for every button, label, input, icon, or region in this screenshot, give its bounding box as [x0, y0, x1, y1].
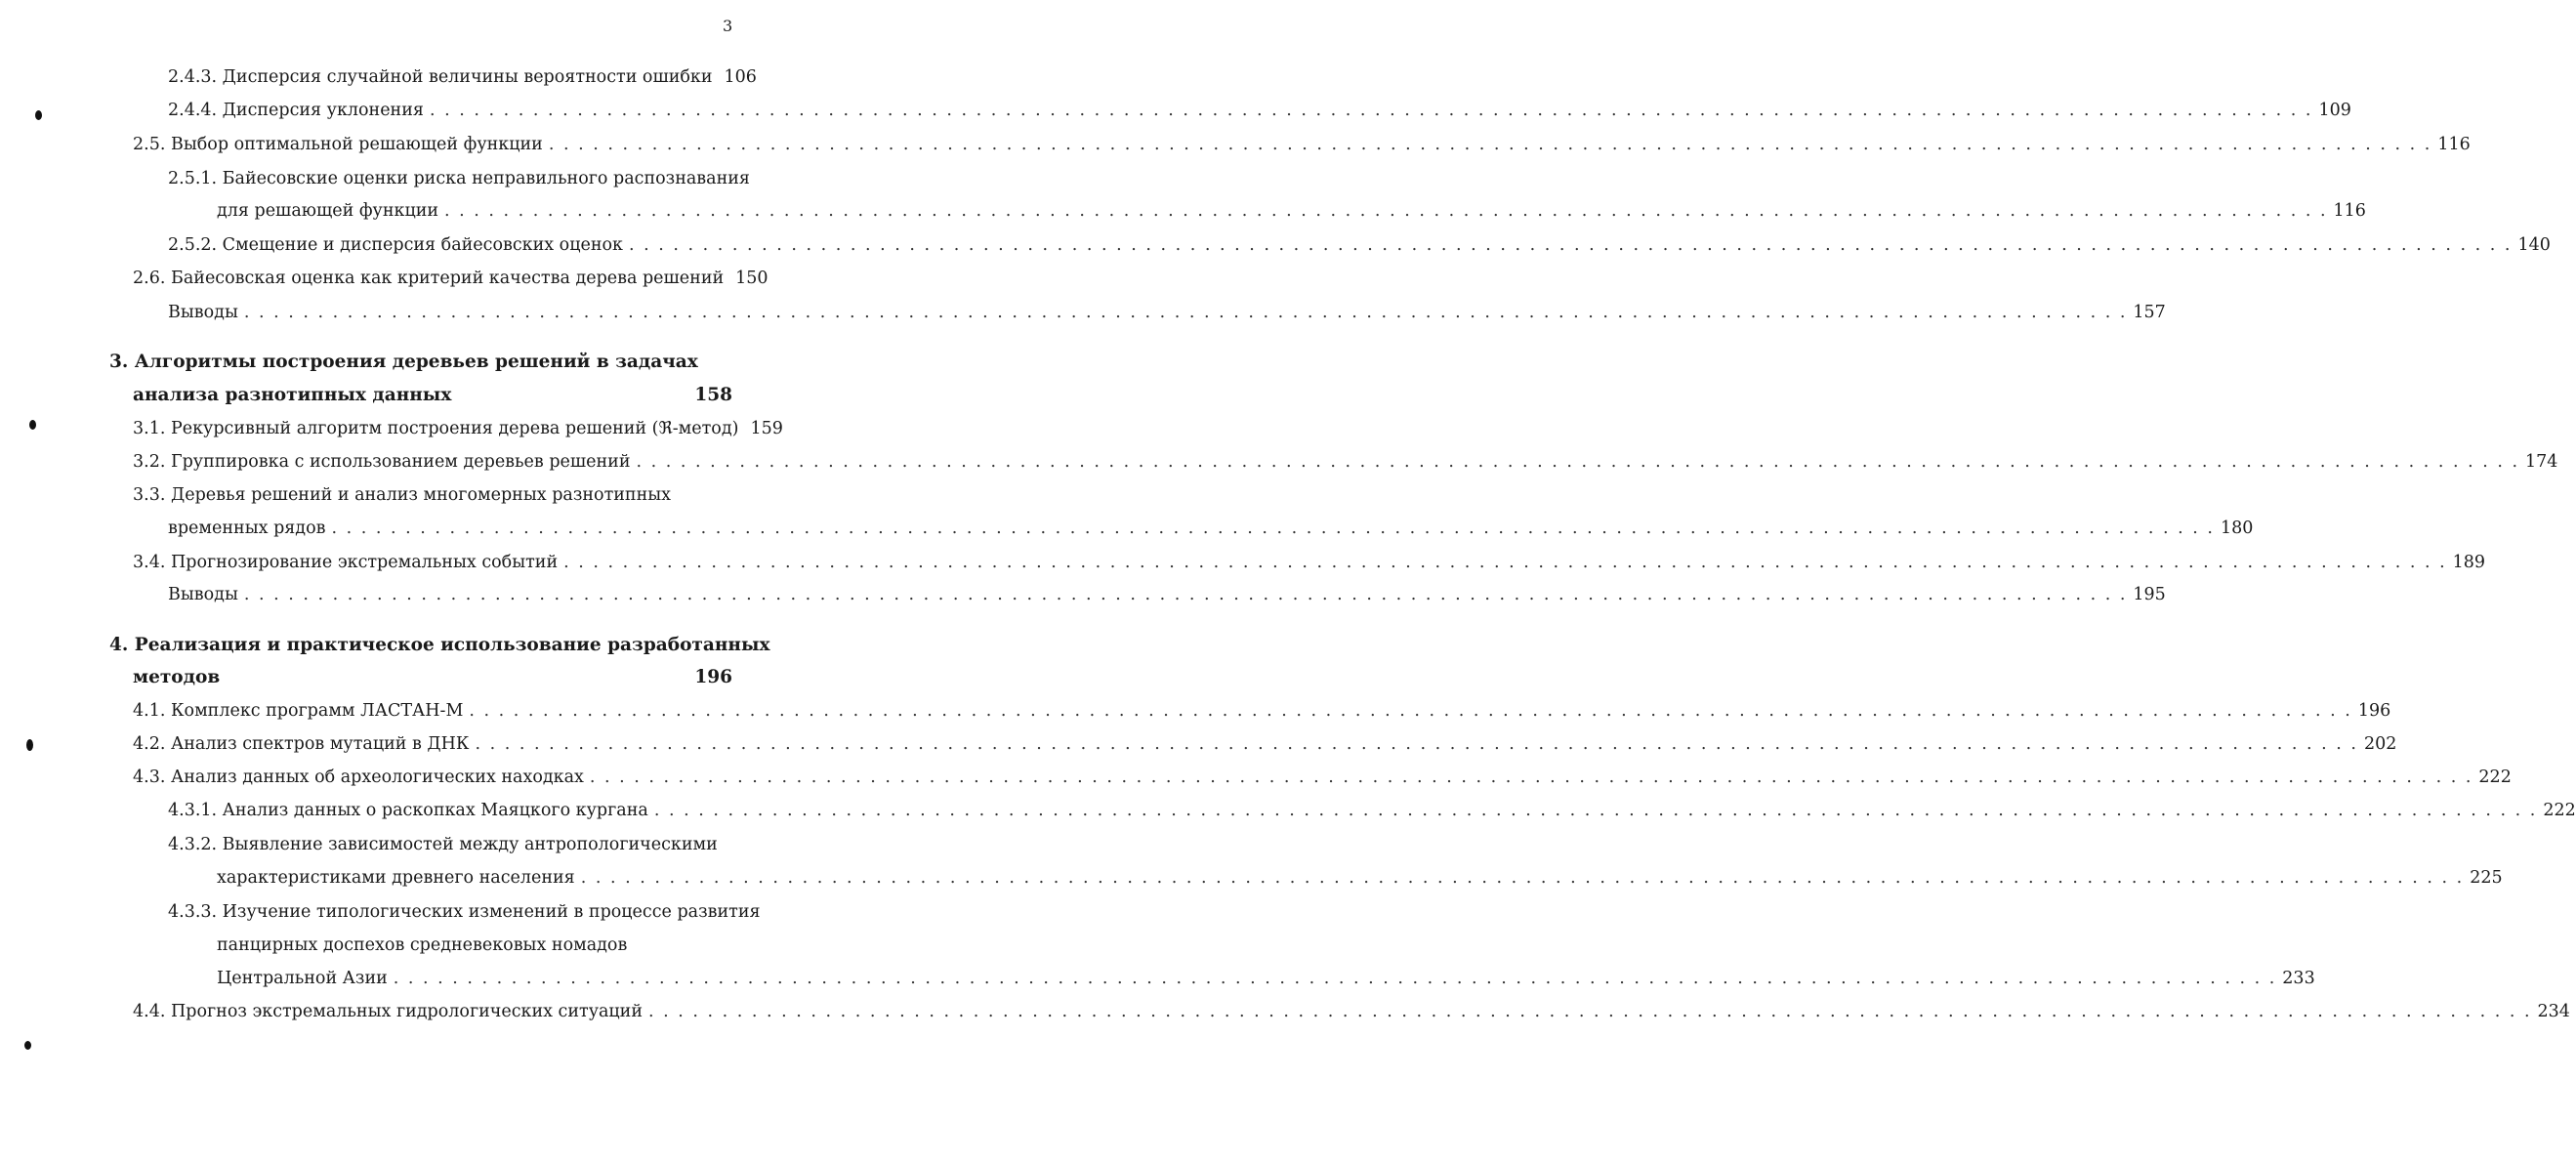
- entry-title: Комплекс программ ЛАСТАН-М: [170, 701, 464, 721]
- entry-title: Дисперсия случайной величины вероятности ошибки: [222, 67, 713, 87]
- entry-page: 159: [750, 419, 783, 438]
- entry-page: 225: [2470, 868, 2503, 888]
- entry-page: 202: [2363, 734, 2397, 754]
- entry-page: 234: [2537, 1002, 2570, 1021]
- entry-title: Анализ данных об археологических находках: [170, 768, 584, 787]
- page-number: 3: [723, 17, 733, 35]
- chapter-title-line1: Реализация и практическое использование разработанных: [134, 635, 770, 655]
- entry-page: 233: [2282, 969, 2315, 988]
- chapter-number: 4.: [109, 635, 129, 655]
- entry-number: 2.5.2.: [168, 235, 218, 255]
- binding-mark: [35, 110, 42, 120]
- dot-leader: [629, 234, 2513, 256]
- entry-page: 195: [2133, 585, 2166, 604]
- toc-entry-2-5: [133, 134, 2471, 155]
- entry-page: 222: [2543, 801, 2576, 820]
- toc-entry-2-5-1-line1: [168, 168, 750, 189]
- toc-entry-2-5-1: [217, 200, 2366, 222]
- entry-page: 180: [2220, 519, 2254, 538]
- toc-entry-4-1: [133, 700, 2391, 722]
- entry-number: 3.2.: [133, 452, 166, 472]
- dot-leader: [394, 968, 2277, 989]
- entry-title: Прогнозирование экстремальных событий: [170, 553, 559, 572]
- entry-number: 2.5.: [133, 135, 166, 154]
- toc-entry-3-4: [133, 552, 2486, 573]
- entry-page: 150: [735, 269, 769, 288]
- toc-entry-4-4: [133, 1001, 2570, 1022]
- entry-number: 4.4.: [133, 1002, 166, 1021]
- entry-page: 116: [2333, 201, 2366, 221]
- toc-entry-4-3-3-line1: [168, 901, 761, 923]
- binding-mark: [24, 1041, 31, 1050]
- chapter-title-line1: Алгоритмы построения деревьев решений в задачах: [134, 352, 698, 372]
- entry-number: 4.3.1.: [168, 801, 218, 820]
- toc-entry-conclusions-2: [168, 302, 2166, 323]
- toc-entry-conclusions-3: [168, 584, 2166, 605]
- entry-title-line1: Байесовские оценки риска неправильного распознавания: [222, 169, 750, 188]
- toc-entry-3-3: [168, 518, 2254, 539]
- dot-leader: [648, 1001, 2532, 1022]
- chapter-4: [133, 667, 732, 688]
- dot-leader: [475, 733, 2358, 755]
- entry-title: Группировка с использованием деревьев решений: [170, 452, 631, 472]
- toc-entry-2-6: [133, 268, 769, 289]
- entry-page: 109: [2318, 101, 2351, 120]
- entry-page: 222: [2478, 768, 2512, 787]
- toc-entry-4-3-2: [217, 867, 2503, 889]
- toc-entry-3-2: [133, 451, 2558, 473]
- binding-mark: [26, 739, 33, 751]
- entry-title-line2: временных рядов: [168, 519, 326, 538]
- entry-title: Выводы: [168, 303, 238, 322]
- dot-leader: [581, 867, 2465, 889]
- entry-number: 4.1.: [133, 701, 166, 721]
- entry-title-line3: Центральной Азии: [217, 969, 388, 988]
- entry-title: Дисперсия уклонения: [222, 101, 424, 120]
- dot-leader: [244, 584, 2128, 605]
- entry-page: 189: [2452, 553, 2486, 572]
- chapter-title-line2: методов: [133, 667, 221, 687]
- toc-entry-4-3-1: [168, 800, 2576, 821]
- toc-entry-4-3: [133, 767, 2512, 788]
- chapter-number: 3.: [109, 352, 129, 372]
- toc-entry-4-3-3-line2: [217, 934, 627, 956]
- entry-title: Анализ спектров мутаций в ДНК: [170, 734, 470, 754]
- entry-number: 2.5.1.: [168, 169, 218, 188]
- entry-number: 2.4.3.: [168, 67, 218, 87]
- binding-mark: [29, 420, 36, 430]
- chapter-page: 158: [694, 385, 732, 405]
- toc-entry-3-3-line1: [133, 484, 671, 506]
- dot-leader: [549, 134, 2432, 155]
- dot-leader: [654, 800, 2538, 821]
- entry-page: 157: [2133, 303, 2166, 322]
- entry-number: 4.2.: [133, 734, 166, 754]
- entry-title-line2: панцирных доспехов средневековых номадов: [217, 935, 628, 955]
- entry-title-line2: для решающей функции: [217, 201, 439, 221]
- dot-leader: [430, 100, 2313, 121]
- dot-leader: [244, 302, 2128, 323]
- dot-leader: [590, 767, 2473, 788]
- entry-number: 3.3.: [133, 485, 166, 505]
- entry-title-line1: Выявление зависимостей между антропологическими: [222, 835, 718, 854]
- chapter-3: [133, 385, 732, 406]
- entry-page: 116: [2437, 135, 2471, 154]
- entry-title-line1: Изучение типологических изменений в процессе развития: [222, 902, 761, 922]
- toc-entry-4-2: [133, 733, 2397, 755]
- chapter-3-line1: [109, 352, 698, 373]
- entry-number: 2.4.4.: [168, 101, 218, 120]
- toc-entry-2-4-4: [168, 100, 2351, 121]
- dot-leader: [637, 451, 2520, 473]
- toc-entry-3-1: [133, 418, 783, 439]
- entry-title: Анализ данных о раскопках Маяцкого кургана: [222, 801, 648, 820]
- toc-entry-2-4-3: [168, 66, 757, 88]
- entry-title: Рекурсивный алгоритм построения дерева решений (ℜ-метод): [170, 419, 739, 438]
- chapter-4-line1: [109, 635, 770, 656]
- chapter-page: 196: [694, 667, 732, 687]
- entry-title: Байесовская оценка как критерий качества дерева решений: [170, 269, 725, 288]
- entry-page: 106: [724, 67, 757, 87]
- entry-title-line2: характеристиками древнего населения: [217, 868, 575, 888]
- entry-title: Смещение и дисперсия байесовских оценок: [222, 235, 623, 255]
- chapter-title-line2: анализа разнотипных данных: [133, 385, 452, 405]
- dot-leader: [563, 552, 2447, 573]
- entry-page: 140: [2517, 235, 2551, 255]
- entry-page: 174: [2525, 452, 2558, 472]
- entry-number: 3.1.: [133, 419, 166, 438]
- entry-title: Прогноз экстремальных гидрологических ситуаций: [170, 1002, 644, 1021]
- entry-title: Выбор оптимальной решающей функции: [170, 135, 543, 154]
- toc-entry-4-3-3: [217, 968, 2315, 989]
- toc-entry-2-5-2: [168, 234, 2551, 256]
- entry-title-line1: Деревья решений и анализ многомерных разнотипных: [170, 485, 672, 505]
- entry-title: Выводы: [168, 585, 238, 604]
- entry-number: 2.6.: [133, 269, 166, 288]
- entry-number: 3.4.: [133, 553, 166, 572]
- entry-number: 4.3.2.: [168, 835, 218, 854]
- toc-entry-4-3-2-line1: [168, 834, 718, 855]
- entry-number: 4.3.: [133, 768, 166, 787]
- dot-leader: [444, 200, 2328, 222]
- dot-leader: [469, 700, 2352, 722]
- entry-number: 4.3.3.: [168, 902, 218, 922]
- entry-page: 196: [2357, 701, 2391, 721]
- dot-leader: [331, 518, 2215, 539]
